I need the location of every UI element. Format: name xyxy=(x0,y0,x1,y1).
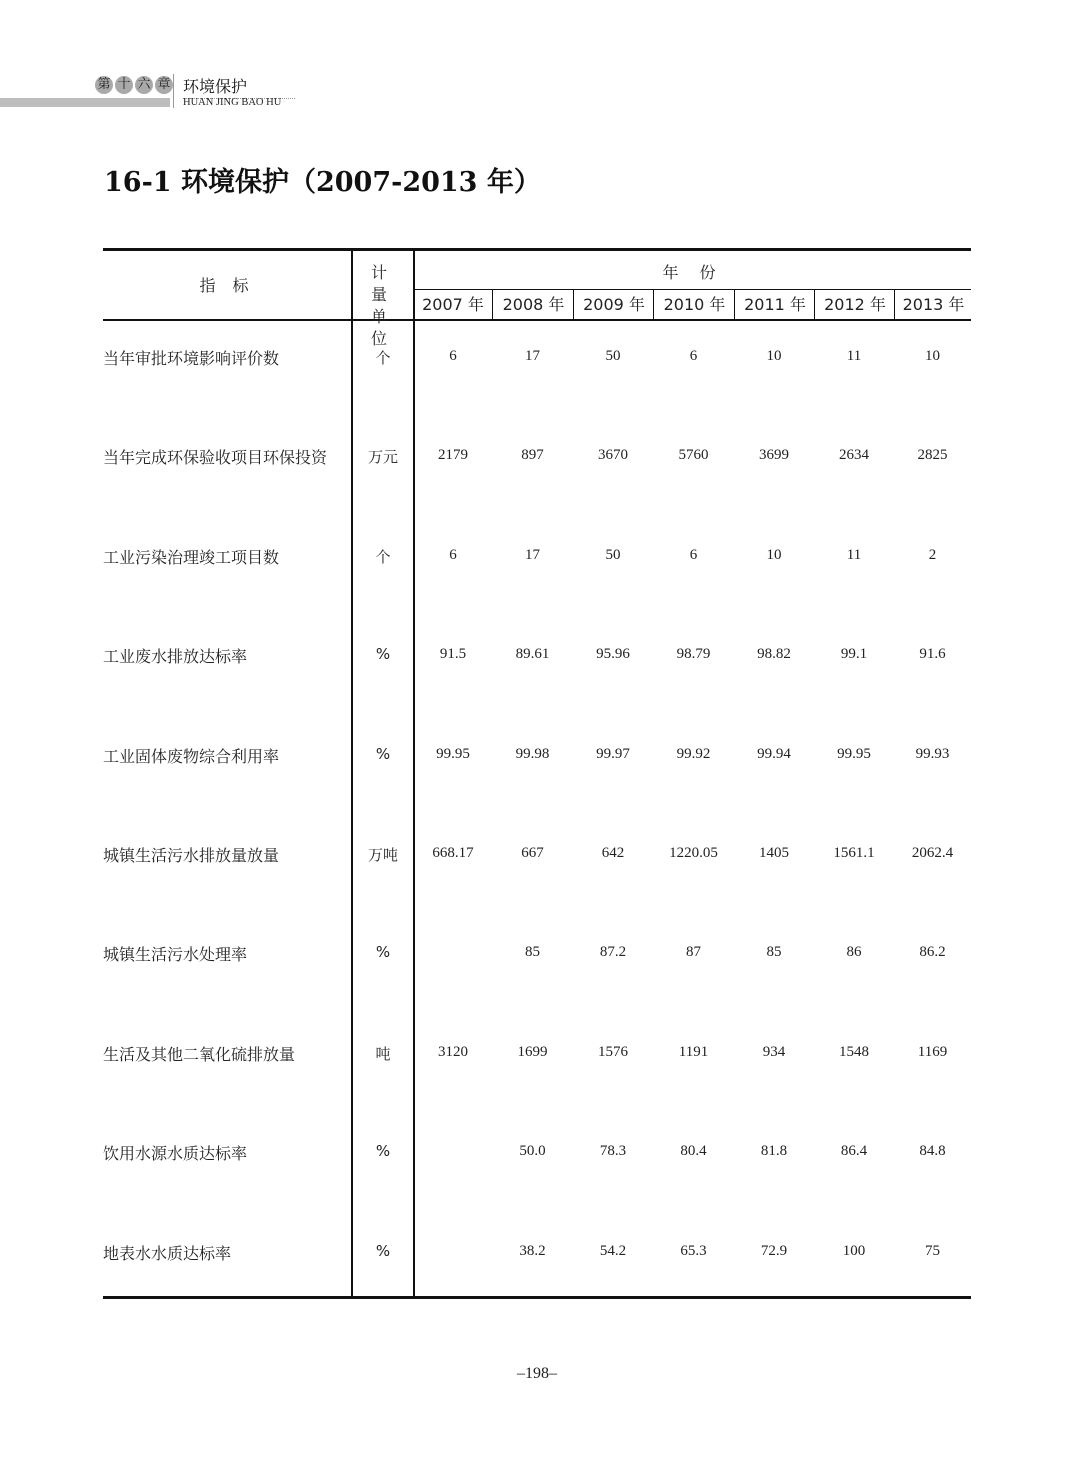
table-row xyxy=(103,1044,971,1064)
cell-value: 80.4 xyxy=(680,1143,707,1160)
row-unit: % xyxy=(375,645,391,664)
row-label: 工业废水排放达标率 xyxy=(103,647,248,667)
cell-value: 17 xyxy=(525,546,540,563)
page-title: 16-1 环境保护（2007-2013 年） xyxy=(104,167,541,198)
cell-value: 934 xyxy=(762,1043,786,1060)
cell-value: 99.93 xyxy=(915,745,950,762)
chapter-char: 六 xyxy=(135,76,153,94)
row-label: 当年审批环境影响评价数 xyxy=(103,349,280,368)
header-bar xyxy=(0,98,170,107)
cell-value: 6 xyxy=(689,546,698,563)
cell-value: 2062.4 xyxy=(911,845,954,861)
cell-value: 99.94 xyxy=(757,745,791,762)
cell-value: 99.95 xyxy=(436,745,470,762)
cell-value: 99.1 xyxy=(840,646,868,663)
table-row xyxy=(103,845,971,865)
chapter-char: 第 xyxy=(95,76,113,94)
row-label: 生活及其他二氧化硫排放量 xyxy=(103,1044,296,1064)
cell-value: 84.8 xyxy=(919,1143,946,1160)
cell-value: 72.9 xyxy=(760,1242,788,1259)
row-unit: % xyxy=(375,943,391,962)
table-row xyxy=(103,1243,971,1263)
table-row xyxy=(103,1143,971,1163)
cell-value: 99.97 xyxy=(596,745,630,762)
table-row xyxy=(103,348,971,368)
cell-value: 85 xyxy=(525,944,540,961)
row-label: 饮用水源水质达标率 xyxy=(103,1144,248,1164)
cell-value: 10 xyxy=(925,348,940,364)
table-header-rule xyxy=(103,319,971,321)
row-unit: 个 xyxy=(375,547,391,566)
row-label: 城镇生活污水处理率 xyxy=(103,945,248,965)
table-top-rule xyxy=(103,248,971,251)
column-divider xyxy=(413,251,415,1296)
cell-value: 6 xyxy=(689,348,698,364)
cell-value: 642 xyxy=(601,845,625,861)
cell-value: 99.98 xyxy=(515,745,550,762)
cell-value: 78.3 xyxy=(599,1143,627,1160)
cell-value: 86.2 xyxy=(919,944,946,961)
table-row xyxy=(103,447,971,467)
row-unit: 万元 xyxy=(367,448,398,467)
cell-value: 86.4 xyxy=(840,1143,868,1160)
chapter-label xyxy=(95,76,173,94)
cell-value: 38.2 xyxy=(519,1242,546,1259)
cell-value: 86 xyxy=(846,944,862,961)
cell-value: 100 xyxy=(842,1242,866,1259)
cell-value: 11 xyxy=(846,546,862,563)
year-header: 2011 年 xyxy=(734,290,815,319)
cell-value: 1576 xyxy=(598,1043,628,1060)
cell-value: 75 xyxy=(925,1242,940,1259)
cell-value: 87 xyxy=(686,944,701,961)
cell-value: 89.61 xyxy=(515,646,550,663)
cell-value: 85 xyxy=(766,944,782,961)
cell-value: 1548 xyxy=(839,1043,869,1060)
table-row xyxy=(103,547,971,567)
cell-value: 98.82 xyxy=(757,646,791,663)
row-unit: 吨 xyxy=(375,1044,391,1063)
cell-value: 54.2 xyxy=(599,1242,627,1259)
cell-value: 1405 xyxy=(759,845,789,861)
cell-value: 1220.05 xyxy=(669,845,718,861)
cell-value: 1169 xyxy=(917,1043,948,1060)
cell-value: 6 xyxy=(449,546,457,563)
cell-value: 91.6 xyxy=(919,646,946,663)
table-row xyxy=(103,646,971,666)
cell-value: 91.5 xyxy=(439,646,467,663)
header-divider xyxy=(173,74,174,108)
chapter-pinyin: HUAN JING BAO HU xyxy=(183,97,282,108)
year-header: 2009 年 xyxy=(573,290,654,319)
cell-value: 50 xyxy=(605,348,621,364)
header-indicator: 指 标 xyxy=(199,276,255,295)
cell-value: 10 xyxy=(766,348,782,364)
row-label: 工业固体废物综合利用率 xyxy=(103,746,280,766)
cell-value: 10 xyxy=(766,546,782,563)
chapter-char: 章 xyxy=(155,76,173,94)
year-header: 2013 年 xyxy=(894,290,972,319)
row-label: 当年完成环保验收项目环保投资 xyxy=(103,448,328,468)
row-label: 地表水水质达标率 xyxy=(103,1243,232,1263)
cell-value: 50.0 xyxy=(519,1143,546,1160)
header-years: 年 份 xyxy=(662,263,724,282)
row-unit: % xyxy=(375,744,391,763)
cell-value: 65.3 xyxy=(680,1242,707,1259)
row-unit: 万吨 xyxy=(367,846,398,864)
row-unit: % xyxy=(375,1241,391,1260)
year-header: 2010 年 xyxy=(653,290,735,319)
column-divider xyxy=(351,251,353,1296)
table-row xyxy=(103,944,971,964)
row-unit: % xyxy=(375,1142,391,1161)
cell-value: 2825 xyxy=(917,447,948,464)
cell-value: 897 xyxy=(521,447,544,464)
cell-value: 95.96 xyxy=(596,646,630,663)
year-header: 2008 年 xyxy=(492,290,574,319)
table-row xyxy=(103,746,971,766)
cell-value: 3120 xyxy=(438,1043,468,1060)
table-bottom-rule xyxy=(103,1296,971,1299)
year-header: 2012 年 xyxy=(814,290,895,319)
row-unit: 个 xyxy=(375,349,391,367)
cell-value: 99.92 xyxy=(676,745,711,762)
cell-value: 17 xyxy=(525,348,540,364)
row-label: 城镇生活污水排放量放量 xyxy=(103,846,280,865)
year-header: 2007 年 xyxy=(422,295,484,314)
chapter-title: 环境保护 xyxy=(183,74,295,99)
cell-value: 1191 xyxy=(678,1043,709,1060)
cell-value: 2 xyxy=(928,546,937,563)
cell-value: 50 xyxy=(605,546,621,563)
cell-value: 98.79 xyxy=(676,646,711,663)
cell-value: 2634 xyxy=(839,447,869,464)
cell-value: 5760 xyxy=(678,447,709,464)
cell-value: 1561.1 xyxy=(833,845,875,861)
cell-value: 11 xyxy=(846,348,862,364)
header-unit: 计 量 单 位 xyxy=(370,263,395,348)
cell-value: 99.95 xyxy=(837,745,871,762)
cell-value: 81.8 xyxy=(760,1143,788,1160)
row-label: 工业污染治理竣工项目数 xyxy=(103,547,280,567)
chapter-char: 十 xyxy=(115,76,133,94)
cell-value: 668.17 xyxy=(432,845,474,861)
cell-value: 6 xyxy=(449,348,457,364)
cell-value: 3699 xyxy=(759,447,789,464)
cell-value: 2179 xyxy=(438,447,468,464)
cell-value: 1699 xyxy=(517,1043,548,1060)
page-number: –198– xyxy=(517,1365,557,1382)
cell-value: 87.2 xyxy=(599,944,627,961)
cell-value: 667 xyxy=(521,845,544,861)
cell-value: 3670 xyxy=(598,447,628,464)
